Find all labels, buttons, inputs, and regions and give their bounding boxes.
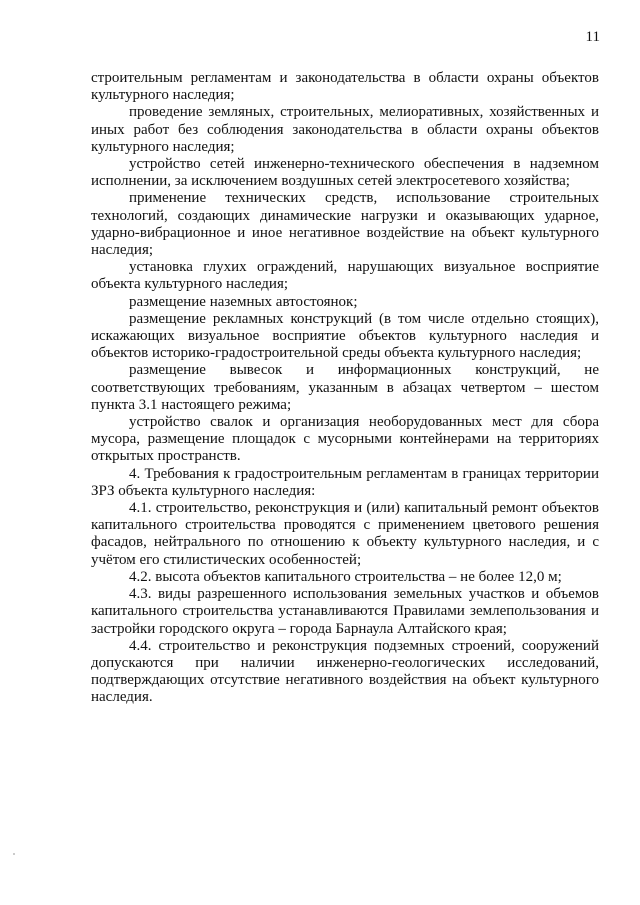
paragraph-earthworks: проведение земляных, строительных, мелиоративных, хозяйственных и иных работ без соблюдения законодательства в области охраны объектов культурного наследия;: [91, 104, 599, 155]
paragraph-fences: установка глухих ограждений, нарушающих визуальное восприятие объекта культурного наследия;: [91, 259, 599, 293]
scan-artifact-dot: [13, 853, 15, 855]
paragraph-advertising: размещение рекламных конструкций (в том числе отдельно стоящих), искажающих визуальное восприятие объектов культурного наследия и объектов историко-градостроительной среды объекта культурного наследия;: [91, 310, 599, 362]
paragraph-dumps: устройство свалок и организация необорудованных мест для сбора мусора, размещение площадок с мусорными контейнерами на территориях открытых пространств.: [91, 414, 599, 465]
item-4-2: 4.2. высота объектов капитального строительства – не более 12,0 м;: [129, 568, 562, 585]
paragraph-technical-means: применение технических средств, использование строительных технологий, создающих динамические нагрузки и оказывающих ударное, ударно-вибрационное и иное негативное воздействие на объект культурного наследия;: [91, 190, 599, 259]
page-number: 11: [585, 29, 600, 45]
paragraph-utility-networks: устройство сетей инженерно-технического обеспечения в надземном исполнении, за исключением воздушных сетей электросетевого хозяйства;: [91, 156, 599, 190]
paragraph-continuation: строительным регламентам и законодательства в области охраны объектов культурного наследия;: [91, 70, 599, 104]
paragraph-signage: размещение вывесок и информационных конструкций, не соответствующих требованиям, указанным в абзацах четвертом – шестом пункта 3.1 настоящего режима;: [91, 362, 599, 413]
paragraph-parking: размещение наземных автостоянок;: [129, 293, 358, 310]
item-4-3: 4.3. виды разрешенного использования земельных участков и объемов капитального строительства устанавливаются Правилами землепользования и застройки городского округа – города Барнаула Алтайского края;: [91, 586, 599, 637]
item-4-4: 4.4. строительство и реконструкция подземных строений, сооружений допускаются при наличии инженерно-геологических исследований, подтверждающих отсутствие негативного воздействия на объект культурного наследия.: [91, 637, 599, 706]
item-4-1: 4.1. строительство, реконструкция и (или) капитальный ремонт объектов капитального строительства проводятся с применением цветового решения фасадов, нейтрального по отношению к объекту культурного наследия, и с учётом его стилистических особенностей;: [91, 500, 599, 568]
section-heading-requirements: 4. Требования к градостроительным регламентам в границах территории ЗРЗ объекта культурного наследия:: [91, 465, 599, 499]
document-body: [91, 70, 599, 707]
